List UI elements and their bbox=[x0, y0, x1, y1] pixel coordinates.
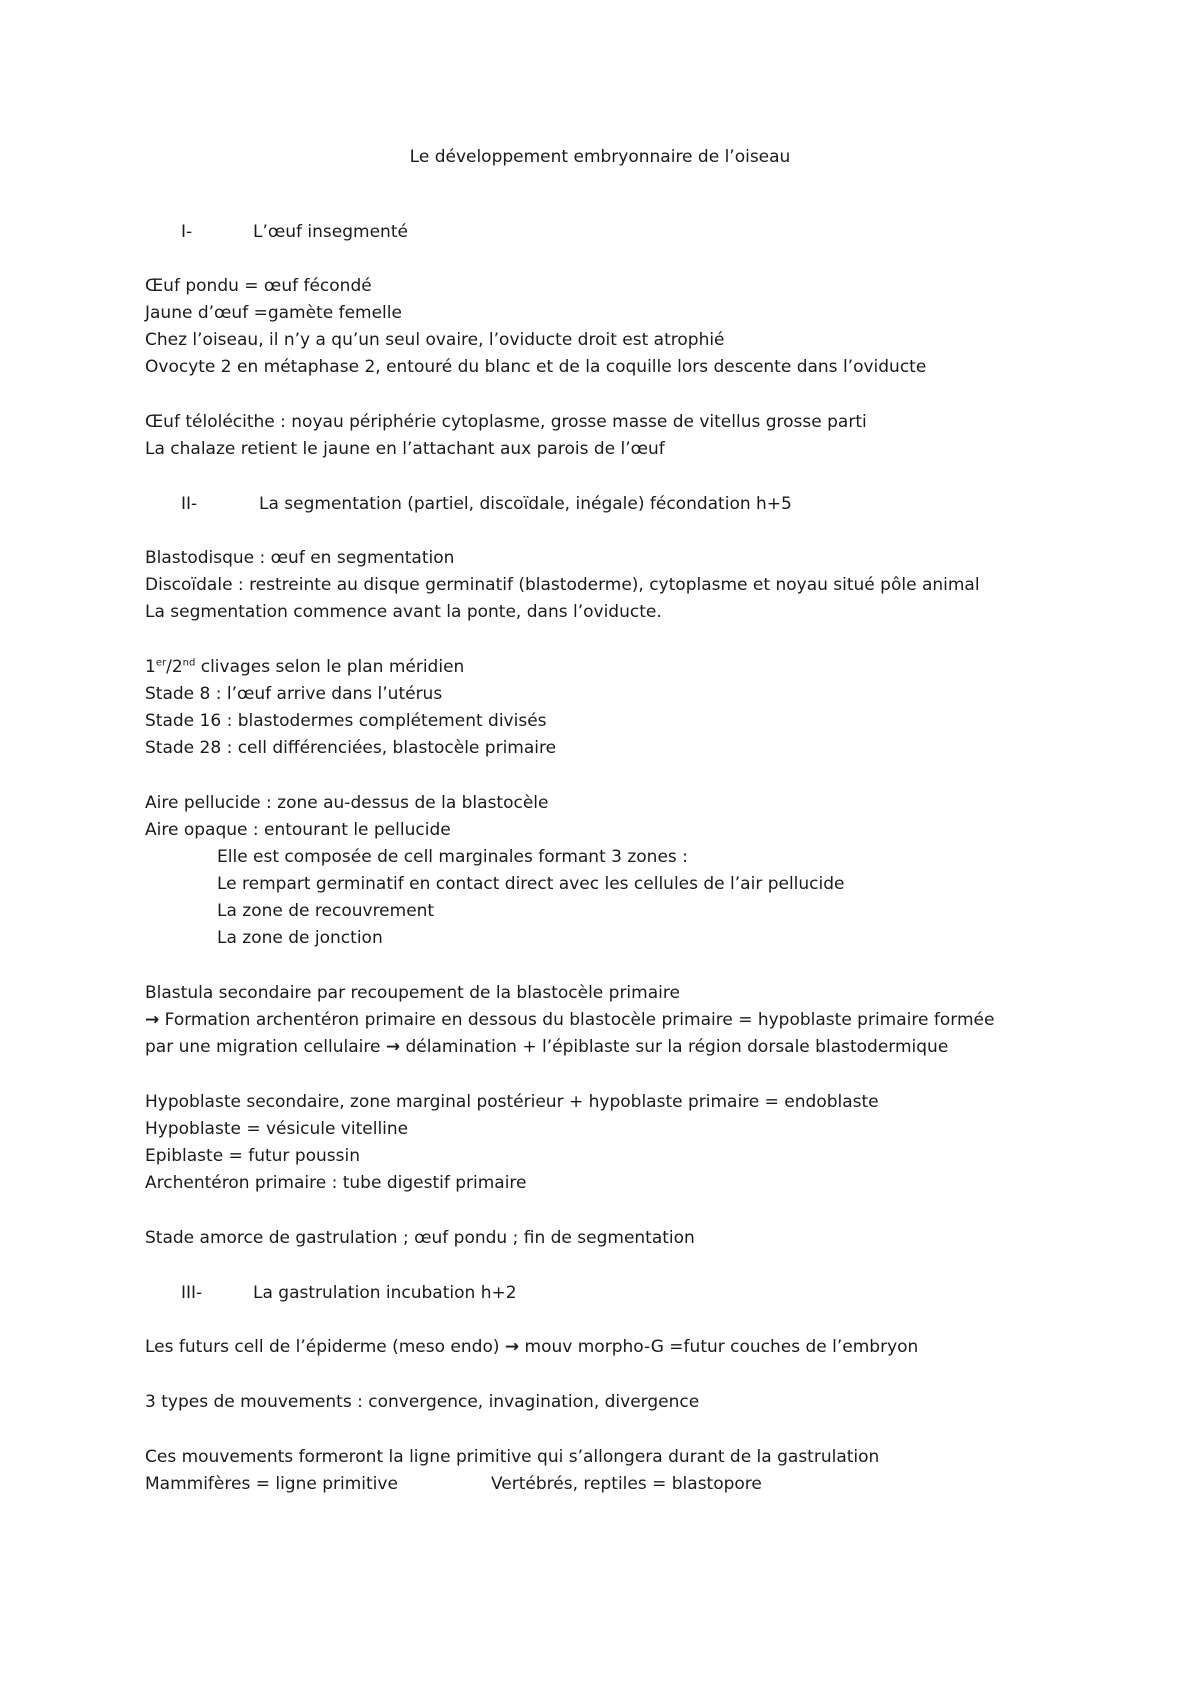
text-line: La segmentation commence avant la ponte, dans l’oviducte. bbox=[145, 602, 662, 622]
cleavage-first: 1 bbox=[145, 657, 156, 677]
text-line: Blastula secondaire par recoupement de la blastocèle primaire bbox=[145, 983, 680, 1003]
arrow-text-before: Les futurs cell de l’épiderme (meso endo) bbox=[145, 1337, 505, 1357]
text-line: Œuf télolécithe : noyau périphérie cytoplasme, grosse masse de vitellus grosse parti bbox=[145, 412, 867, 432]
indented-line: Le rempart germinatif en contact direct avec les cellules de l’air pellucide bbox=[217, 874, 845, 894]
arrow-text-after: délamination + l’épiblaste sur la région dorsale blastodermique bbox=[400, 1037, 949, 1057]
text-line: La chalaze retient le jaune en l’attachant aux parois de l’œuf bbox=[145, 439, 665, 459]
cleavage-line bbox=[145, 657, 464, 677]
text-line: Œuf pondu = œuf fécondé bbox=[145, 276, 372, 296]
text-line: Stade amorce de gastrulation ; œuf pondu ; fin de segmentation bbox=[145, 1228, 695, 1248]
indented-line: La zone de jonction bbox=[217, 928, 383, 948]
arrow-text-before: par une migration cellulaire bbox=[145, 1037, 386, 1057]
cleavage-second-suffix: nd bbox=[182, 657, 196, 669]
arrow-right-icon: → bbox=[385, 1037, 401, 1057]
text-line: Stade 16 : blastodermes complétement divisés bbox=[145, 711, 547, 731]
text-line: Blastodisque : œuf en segmentation bbox=[145, 548, 455, 568]
section-1-heading: L’œuf insegmenté bbox=[253, 222, 408, 242]
text-line-with-arrow bbox=[145, 1337, 918, 1357]
text-line: Ovocyte 2 en métaphase 2, entouré du blanc et de la coquille lors descente dans l’oviducte bbox=[145, 357, 927, 377]
section-2-number: II- bbox=[181, 494, 198, 514]
text-line: Stade 8 : l’œuf arrive dans l’utérus bbox=[145, 684, 443, 704]
text-line: Archentéron primaire : tube digestif primaire bbox=[145, 1173, 527, 1193]
text-line: Aire opaque : entourant le pellucide bbox=[145, 820, 451, 840]
text-line: Vertébrés, reptiles = blastopore bbox=[491, 1474, 762, 1494]
text-line-with-arrow bbox=[145, 1010, 994, 1030]
cleavage-text: clivages selon le plan méridien bbox=[195, 657, 465, 677]
text-line-with-arrow bbox=[145, 1037, 948, 1057]
arrow-right-icon: → bbox=[145, 1010, 160, 1030]
section-3-number: III- bbox=[181, 1283, 203, 1303]
arrow-text: Formation archentéron primaire en dessous du blastocèle primaire = hypoblaste primaire formée bbox=[159, 1010, 995, 1030]
indented-line: La zone de recouvrement bbox=[217, 901, 435, 921]
section-1-number: I- bbox=[181, 222, 193, 242]
text-line: Hypoblaste = vésicule vitelline bbox=[145, 1119, 409, 1139]
indented-line: Elle est composée de cell marginales formant 3 zones : bbox=[217, 847, 688, 867]
text-line: Epiblaste = futur poussin bbox=[145, 1146, 360, 1166]
arrow-text-after: mouv morpho-G =futur couches de l’embryon bbox=[519, 1337, 919, 1357]
cleavage-first-suffix: er bbox=[155, 657, 167, 669]
section-3-heading: La gastrulation incubation h+2 bbox=[253, 1283, 517, 1303]
text-line: Discoïdale : restreinte au disque germinatif (blastoderme), cytoplasme et noyau situé pôle animal bbox=[145, 575, 980, 595]
text-line: Chez l’oiseau, il n’y a qu’un seul ovaire, l’oviducte droit est atrophié bbox=[145, 330, 725, 350]
text-line: Ces mouvements formeront la ligne primitive qui s’allongera durant de la gastrulation bbox=[145, 1447, 880, 1467]
section-2-heading: La segmentation (partiel, discoïdale, inégale) fécondation h+5 bbox=[259, 494, 792, 514]
text-line: Aire pellucide : zone au-dessus de la blastocèle bbox=[145, 793, 549, 813]
arrow-right-icon: → bbox=[504, 1337, 520, 1357]
text-line: Hypoblaste secondaire, zone marginal postérieur + hypoblaste primaire = endoblaste bbox=[145, 1092, 879, 1112]
text-line: Jaune d’œuf =gamète femelle bbox=[145, 303, 402, 323]
text-line: Mammifères = ligne primitive bbox=[145, 1474, 398, 1494]
text-line: 3 types de mouvements : convergence, invagination, divergence bbox=[145, 1392, 700, 1412]
document-title: Le développement embryonnaire de l’oiseau bbox=[409, 147, 791, 167]
cleavage-second: /2 bbox=[166, 657, 183, 677]
text-line: Stade 28 : cell différenciées, blastocèle primaire bbox=[145, 738, 557, 758]
